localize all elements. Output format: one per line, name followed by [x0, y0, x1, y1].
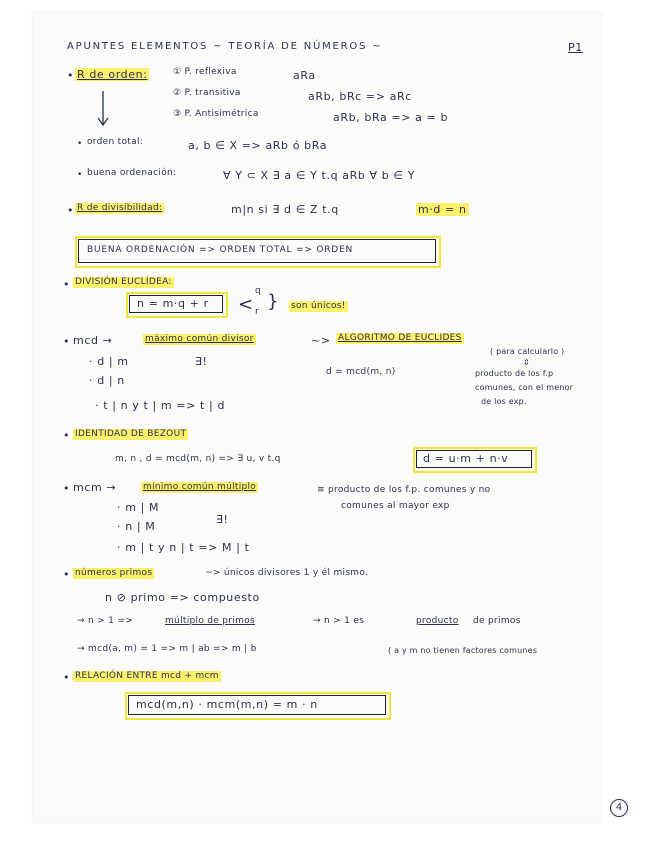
mcd-note-2: comunes, con el menor: [475, 383, 574, 392]
divisibilidad-label: R de divisibilidad:: [77, 203, 163, 213]
mcd-line-1: · d | m: [89, 355, 129, 368]
mcd-label: mcd →: [73, 334, 113, 347]
header-title: APUNTES ELEMENTOS ~ TEORÍA DE NÚMEROS ~: [67, 41, 383, 52]
bullet: •: [63, 278, 71, 291]
orden-formula-1: aRa: [293, 69, 316, 82]
down-arrow-icon: [97, 90, 109, 128]
buena-ordenacion-formula: ∀ Y ⊂ X ∃ a ∈ Y t.q aRb ∀ b ∈ Y: [223, 169, 416, 182]
primos-line-2a: → n > 1 =>: [77, 616, 134, 626]
page-number: 4: [610, 799, 628, 817]
brace: }: [267, 291, 280, 312]
notebook-page: [33, 12, 623, 822]
mcd-line-3: · t | n y t | m => t | d: [95, 399, 226, 412]
mcd-algorithm-note: ( para calcularlo ): [490, 347, 565, 356]
mcm-label: mcm →: [73, 481, 117, 494]
mcm-definition: ≡ producto de los f.p. comunes y no: [317, 485, 491, 495]
primos-definition: ~> únicos divisores 1 y él mismo.: [205, 568, 369, 578]
orden-total-formula: a, b ∈ X => aRb ó bRa: [188, 139, 328, 152]
mcd-meaning: máximo común divisor: [145, 334, 254, 344]
primos-line-1: n ⊘ primo => compuesto: [105, 591, 260, 604]
mcm-definition-2: comunes al mayor exp: [341, 501, 450, 511]
bullet: •: [77, 139, 83, 149]
mcd-equiv: ⇕: [523, 358, 530, 367]
bullet: •: [63, 429, 71, 442]
mcd-line-2: · d | n: [89, 374, 125, 387]
orden-total-label: orden total:: [87, 137, 144, 147]
less-than-sign: <: [238, 294, 254, 315]
bullet: •: [67, 204, 75, 217]
relacion-formula: mcd(m,n) · mcm(m,n) = m · n: [136, 698, 318, 711]
mcd-note-1: producto de los f.p: [475, 369, 554, 378]
orden-formula-3: aRb, bRa => a = b: [333, 111, 449, 124]
mcd-algorithm: ALGORITMO DE EUCLIDES: [338, 333, 462, 343]
mcd-definition: d = mcd(m, n): [326, 367, 396, 377]
primos-line-2c: → n > 1 es: [313, 616, 365, 626]
mcm-line-2: · n | M: [117, 520, 156, 533]
summary-box-text: BUENA ORDENACIÓN => ORDEN TOTAL => ORDEN: [87, 245, 354, 255]
mcm-exists-unique: ∃!: [216, 513, 229, 526]
divisibilidad-formula: m|n si ∃ d ∈ Z t.q: [231, 203, 339, 216]
division-label: DIVISIÓN EUCLÍDEA:: [75, 277, 172, 287]
buena-ordenacion-label: buena ordenación:: [87, 168, 177, 178]
division-r: r: [255, 307, 260, 317]
primos-label: números primos: [75, 568, 153, 578]
orden-label: R de orden:: [77, 68, 148, 81]
bezout-label: IDENTIDAD DE BEZOUT: [75, 429, 187, 439]
page-code: P1: [568, 41, 583, 54]
bullet: •: [63, 335, 71, 348]
primos-line-2e: de primos: [473, 616, 521, 626]
orden-prop-1: ① P. reflexiva: [173, 67, 237, 77]
bullet: •: [67, 69, 75, 82]
mcm-line-3: · m | t y n | t => M | t: [117, 541, 250, 554]
division-unicos: son únicos!: [291, 301, 346, 311]
orden-prop-3: ③ P. Antisimétrica: [173, 109, 259, 119]
relacion-label: RELACIÓN ENTRE mcd + mcm: [75, 671, 219, 681]
bullet: •: [63, 482, 71, 495]
division-q: q: [255, 286, 262, 296]
bullet: •: [63, 671, 71, 684]
bezout-boxed-formula: d = u·m + n·v: [423, 452, 509, 465]
division-formula: n = m·q + r: [137, 297, 209, 310]
mcd-tilde-arrow: ~>: [311, 334, 331, 347]
primos-line-3: → mcd(a, m) = 1 => m | ab => m | b: [77, 644, 257, 654]
mcm-line-1: · m | M: [117, 501, 160, 514]
primos-line-2b: múltiplo de primos: [165, 616, 255, 626]
divisibilidad-highlight: m·d = n: [418, 203, 467, 216]
orden-prop-2: ② P. transitiva: [173, 88, 241, 98]
primos-line-2d: producto: [416, 616, 459, 626]
bullet: •: [63, 568, 71, 581]
orden-formula-2: aRb, bRc => aRc: [308, 90, 412, 103]
bullet: •: [77, 170, 83, 180]
primos-line-3-note: ( a y m no tienen factores comunes: [388, 646, 538, 655]
mcm-meaning: mínimo común múltiplo: [143, 482, 257, 492]
bezout-formula: m, n , d = mcd(m, n) => ∃ u, v t.q: [115, 454, 281, 464]
mcd-note-3: de los exp.: [481, 397, 527, 406]
mcd-exists-unique: ∃!: [195, 355, 208, 368]
